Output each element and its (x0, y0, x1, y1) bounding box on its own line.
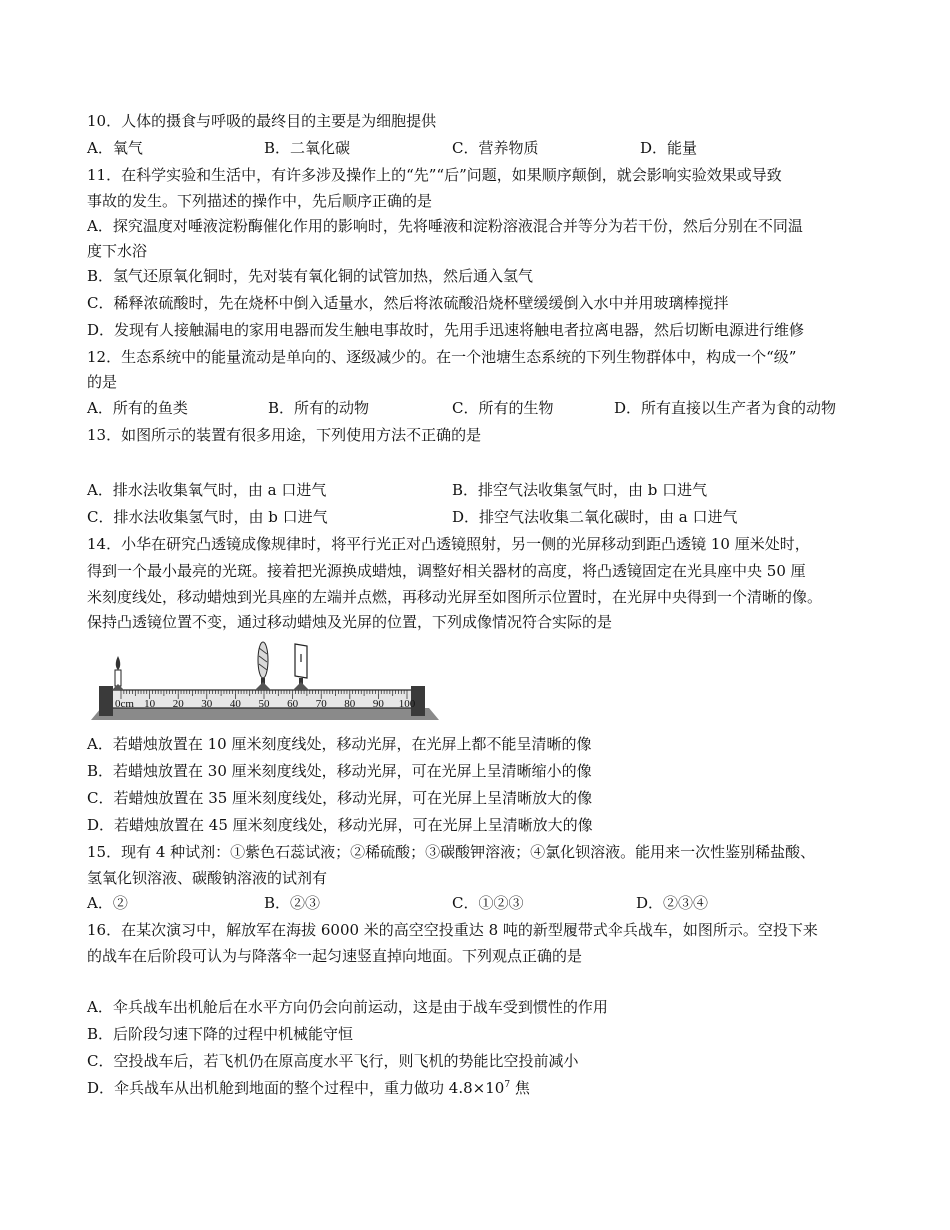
q12-option-b: B．所有的动物 (268, 399, 370, 417)
q14-option-d: D．若蜡烛放置在 45 厘米刻度线处，移动光屏，可在光屏上呈清晰放大的像 (87, 816, 593, 834)
q15-option-d: D．②③④ (636, 894, 709, 912)
q16-option-b: B．后阶段匀速下降的过程中机械能守恒 (87, 1025, 354, 1043)
scale-label: 10 (144, 698, 156, 710)
scale-label: 60 (287, 698, 299, 710)
q13-stem: 13．如图所示的装置有很多用途，下列使用方法不正确的是 (87, 426, 482, 444)
q11-option-b: B．氢气还原氧化铜时，先对装有氧化铜的试管加热，然后通入氢气 (87, 267, 534, 285)
q13-option-d: D．排空气法收集二氧化碳时，由 a 口进气 (452, 508, 738, 526)
q13-option-a: A．排水法收集氧气时，由 a 口进气 (87, 481, 327, 499)
q16-option-d-exponent: 7 (504, 1080, 511, 1090)
q14-stem-4: 保持凸透镜位置不变，通过移动蜡烛及光屏的位置，下列成像情况符合实际的是 (87, 613, 613, 631)
q13-option-b: B．排空气法收集氢气时，由 b 口进气 (452, 481, 708, 499)
screen-holder (293, 682, 309, 690)
q16-stem-2: 的战车在后阶段可认为与降落伞一起匀速竖直掉向地面。下列观点正确的是 (87, 947, 583, 965)
q12-stem-2: 的是 (87, 373, 118, 391)
bench-left-end (99, 686, 113, 716)
q15-stem-1: 15．现有 4 种试剂：①紫色石蕊试液；②稀硫酸；③碳酸钾溶液；④氯化钡溶液。能用来一次性鉴别稀盐酸、 (87, 843, 816, 861)
q16-option-d-text: D．伞兵战车从出机舱到地面的整个过程中，重力做功 4.8×10 (87, 1079, 505, 1097)
q16-stem-1: 16．在某次演习中，解放军在海拔 6000 米的高空空投重达 8 吨的新型履带式伞兵战车，如图所示。空投下来 (87, 921, 818, 939)
candle-body (115, 670, 121, 686)
q11-option-d: D．发现有人接触漏电的家用电器而发生触电事故时，先用手迅速将触电者拉离电器，然后切断电源进行维修 (87, 321, 805, 339)
q15-option-b: B．②③ (264, 894, 321, 912)
q10-option-a: A．氧气 (87, 139, 143, 157)
q13-option-c: C．排水法收集氢气时，由 b 口进气 (87, 508, 328, 526)
scale-label: 30 (201, 698, 213, 710)
q16-option-c: C．空投战车后，若飞机仍在原高度水平飞行，则飞机的势能比空投前减小 (87, 1052, 579, 1070)
q14-option-c: C．若蜡烛放置在 35 厘米刻度线处，移动光屏，可在光屏上呈清晰放大的像 (87, 789, 593, 807)
q10-option-d: D．能量 (640, 139, 698, 157)
q14-stem-2: 得到一个最小最亮的光斑。接着把光源换成蜡烛，调整好相关器材的高度，将凸透镜固定在光具座中央 50 厘 (87, 562, 806, 580)
q10-option-c: C．营养物质 (452, 139, 539, 157)
q11-option-a-1: A．探究温度对唾液淀粉酶催化作用的影响时，先将唾液和淀粉溶液混合并等分为若干份，然后分别在不同温 (87, 217, 803, 235)
q15-option-c: C．①②③ (452, 894, 524, 912)
candle (112, 656, 124, 690)
q12-option-c: C．所有的生物 (452, 399, 554, 417)
q12-stem-1: 12．生态系统中的能量流动是单向的、逐级减少的。在一个池塘生态系统的下列生物群体中，构成一个“级” (87, 348, 797, 366)
q14-option-b: B．若蜡烛放置在 30 厘米刻度线处，移动光屏，可在光屏上呈清晰缩小的像 (87, 762, 592, 780)
q16-option-d (87, 1078, 530, 1098)
scale-label: 90 (372, 698, 384, 710)
candle-flame (116, 656, 121, 670)
scale-label: 80 (344, 698, 356, 710)
q15-option-a: A．② (87, 894, 128, 912)
q16-option-d-unit: 焦 (510, 1079, 530, 1097)
q16-option-a: A．伞兵战车出机舱后在水平方向仍会向前运动，这是由于战车受到惯性的作用 (87, 998, 608, 1016)
candle-holder (112, 684, 124, 690)
q10-option-b: B．二氧化碳 (264, 139, 351, 157)
q11-option-c: C．稀释浓硫酸时，先在烧杯中倒入适量水，然后将浓硫酸沿烧杯壁缓缓倒入水中并用玻璃棒搅拌 (87, 294, 729, 312)
q14-stem-1: 14．小华在研究凸透镜成像规律时，将平行光正对凸透镜照射，另一侧的光屏移动到距凸透镜 10 厘米处时， (87, 535, 810, 553)
scale-label: 40 (229, 698, 241, 710)
q11-option-a-2: 度下水浴 (87, 242, 148, 260)
convex-lens (255, 642, 271, 690)
q10-stem: 10．人体的摄食与呼吸的最终目的主要是为细胞提供 (87, 112, 437, 130)
q15-stem-2: 氢氧化钡溶液、碳酸钠溶液的试剂有 (87, 869, 328, 887)
q11-stem-2: 事故的发生。下列描述的操作中，先后顺序正确的是 (87, 192, 433, 210)
lens-glass (258, 642, 268, 678)
optical-bench-figure (85, 640, 445, 730)
q11-stem-1: 11．在科学实验和生活中，有许多涉及操作上的“先”“后”问题，如果顺序颠倒，就会影响实验效果或导致 (87, 166, 782, 184)
lens-holder (255, 682, 271, 690)
scale-label: 70 (315, 698, 327, 710)
q14-stem-3: 米刻度线处，移动蜡烛到光具座的左端并点燃，再移动光屏至如图所示位置时，在光屏中央得到一个清晰的像。 (87, 588, 823, 606)
light-screen (293, 644, 309, 690)
scale-label: 100 (398, 698, 416, 710)
q12-option-d: D．所有直接以生产者为食的动物 (614, 399, 837, 417)
q12-option-a: A．所有的鱼类 (87, 399, 188, 417)
scale-label: 50 (258, 698, 270, 710)
scale-label: 20 (172, 698, 184, 710)
q14-option-a: A．若蜡烛放置在 10 厘米刻度线处，移动光屏，在光屏上都不能呈清晰的像 (87, 735, 592, 753)
scale-label: 0cm (115, 698, 134, 710)
